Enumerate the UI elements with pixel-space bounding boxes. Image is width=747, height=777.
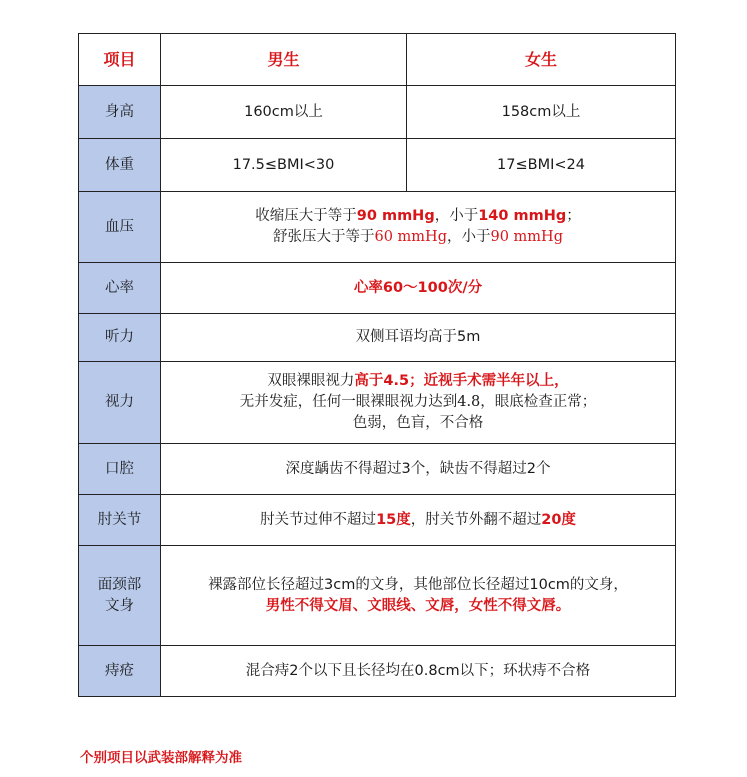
blood-pressure-value [161, 192, 676, 263]
requirements-table [78, 33, 676, 697]
header-female: 女生 [407, 34, 676, 86]
row-label-hemorrhoids: 痔疮 [79, 646, 161, 697]
oral-value: 深度龋齿不得超过3个，缺齿不得超过2个 [161, 444, 676, 495]
blood-pressure-line1 [165, 206, 671, 227]
tattoo-line2: 男性不得文眉、文眼线、文唇，女性不得文唇。 [265, 597, 571, 614]
vision-line2: 无并发症，任何一眼裸眼视力达到4.8，眼底检查正常； [239, 394, 597, 410]
row-label-hearing: 听力 [79, 314, 161, 362]
height-male: 160cm以上 [161, 86, 407, 139]
bp-diastolic-max: 90 mmHg [490, 229, 563, 245]
row-label-vision: 视力 [79, 362, 161, 444]
bp-text: ，小于 [447, 229, 491, 245]
bp-text: 舒张压大于等于 [273, 229, 375, 245]
table-row [79, 314, 676, 362]
vision-line3: 色弱，色盲，不合格 [352, 415, 484, 431]
table-row [79, 362, 676, 444]
table-header-row [79, 34, 676, 86]
bp-systolic-min: 90 mmHg [356, 208, 435, 224]
hearing-value: 双侧耳语均高于5m [161, 314, 676, 362]
row-label-oral: 口腔 [79, 444, 161, 495]
table-row [79, 444, 676, 495]
vision-requirement: 高于4.5；近视手术需半年以上， [354, 373, 569, 389]
bp-diastolic-min: 60 mmHg [374, 229, 447, 245]
table-row [79, 139, 676, 192]
header-item: 项目 [79, 34, 161, 86]
weight-female: 17≤BMI<24 [407, 139, 676, 192]
elbow-text: ，肘关节外翻不超过 [410, 511, 542, 528]
elbow-extension-limit: 15度 [376, 511, 411, 528]
height-female: 158cm以上 [407, 86, 676, 139]
row-label-heart-rate: 心率 [79, 263, 161, 314]
row-label-tattoo [79, 546, 161, 646]
vision-value [161, 362, 676, 444]
elbow-valgus-limit: 20度 [541, 511, 576, 528]
tattoo-label-line2: 文身 [105, 597, 134, 614]
heart-rate-value: 心率60～100次/分 [161, 263, 676, 314]
bp-text: ，小于 [434, 208, 479, 224]
bp-systolic-max: 140 mmHg [478, 208, 567, 224]
weight-male: 17.5≤BMI<30 [161, 139, 407, 192]
row-label-elbow: 肘关节 [79, 495, 161, 546]
vision-text: 双眼裸眼视力 [267, 373, 355, 389]
tattoo-value [161, 546, 676, 646]
table-row [79, 495, 676, 546]
bp-text: 收缩压大于等于 [255, 208, 357, 224]
footer-note: 个别项目以武装部解释为准 [80, 750, 242, 766]
bp-text: ； [566, 208, 581, 224]
tattoo-label-line1: 面颈部 [97, 576, 142, 593]
header-male: 男生 [161, 34, 407, 86]
table-row [79, 263, 676, 314]
table-row [79, 546, 676, 646]
vision-line1 [165, 371, 671, 392]
hemorrhoids-value: 混合痔2个以下且长径均在0.8cm以下；环状痔不合格 [161, 646, 676, 697]
row-label-weight: 体重 [79, 139, 161, 192]
row-label-blood-pressure: 血压 [79, 192, 161, 263]
blood-pressure-line2 [165, 227, 671, 248]
table-row [79, 192, 676, 263]
row-label-height: 身高 [79, 86, 161, 139]
table-row [79, 646, 676, 697]
elbow-text: 肘关节过伸不超过 [260, 511, 377, 528]
elbow-value [161, 495, 676, 546]
tattoo-line1: 裸露部位长径超过3cm的文身，其他部位长径超过10cm的文身， [208, 576, 628, 593]
table-row [79, 86, 676, 139]
